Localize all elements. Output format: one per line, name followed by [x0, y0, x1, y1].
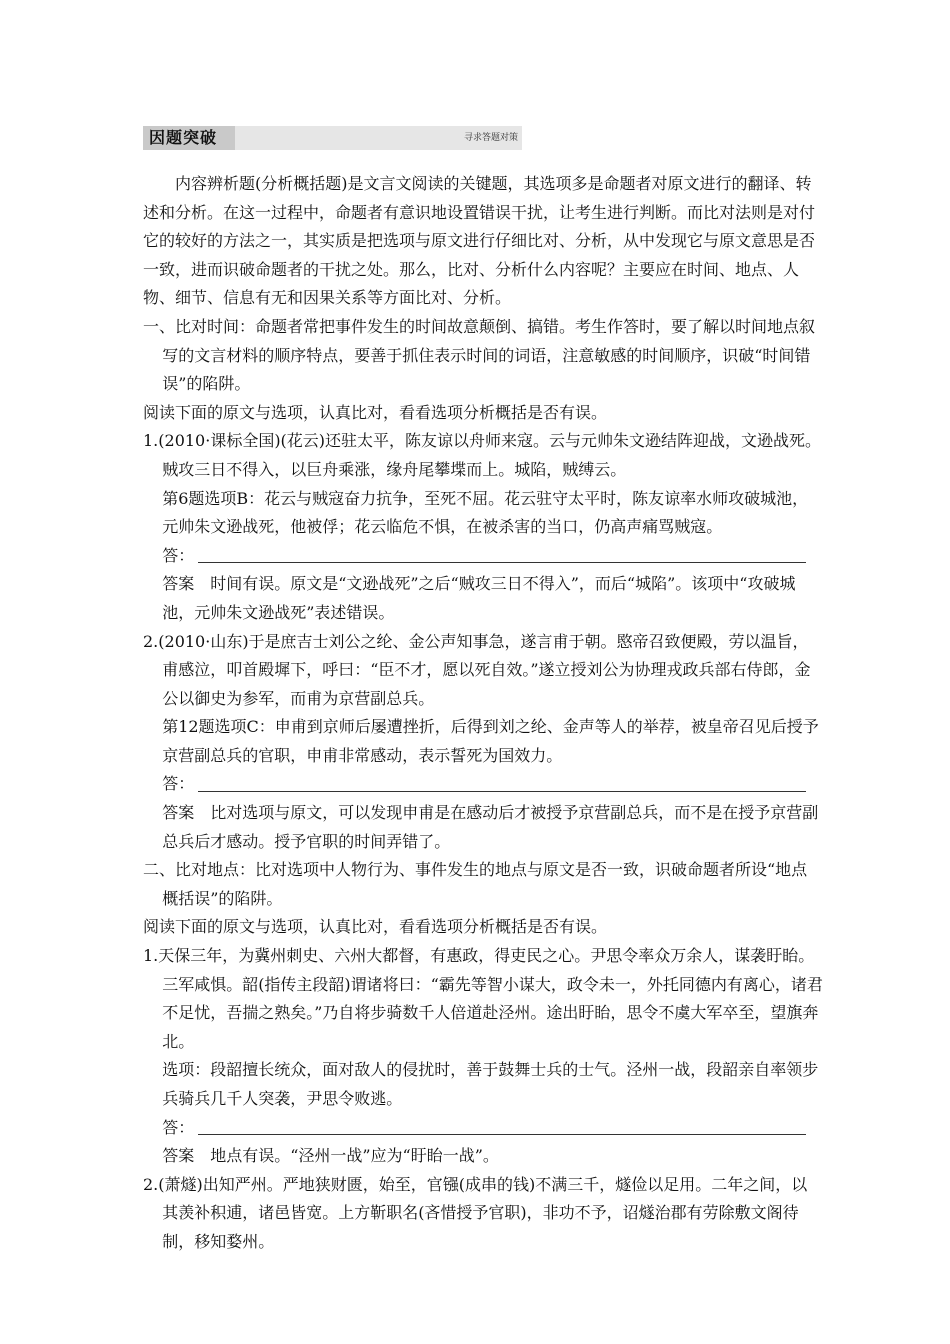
s2-item1-answer-blank[interactable]: [143, 1114, 823, 1143]
s1-item2-option: 第12题选项C：申甫到京师后屡遭挫折，后得到刘之纶、金声等人的举荐，被皇帝召见后授予京营副总兵的官职，申甫非常感动，表示誓死为国效力。: [162, 717, 819, 765]
s2-item2-text: 2.(萧燧)出知严州。严地狭财匮，始至，官镪(成串的钱)不满三千，燧俭以足用。二年之间，以其羡补积逋，诸邑皆宽。上方靳职名(吝惜授予官职)，非功不予，诏燧治郡有劳除敷文阁待制，移知婺州。: [143, 1174, 808, 1251]
banner-subtitle: 寻求答题对策: [463, 133, 518, 143]
section2-heading: 二、比对地点：比对选项中人物行为、事件发生的地点与原文是否一致，识破命题者所设“地点概括误”的陷阱。: [143, 860, 808, 908]
section1-heading: 一、比对时间：命题者常把事件发生的时间故意颠倒、搞错。考生作答时，要了解以时间地点叙写的文言材料的顺序特点，要善于抓住表示时间的词语，注意敏感的时间顺序，识破“时间错误”的陷阱。: [143, 316, 816, 394]
s1-item1-answer-blank[interactable]: [143, 542, 823, 571]
s1-item2-text: 2.(2010·山东)于是庶吉士刘公之纶、金公声知事急，遂言甫于朝。愍帝召致便殿，劳以温旨，甫感泣，叩首殿墀下，呼曰：“臣不才，愿以死自效。”遂立授刘公为协理戎政兵部右侍郎，金公以御史为参军，而甫为京营副总兵。: [143, 631, 811, 708]
document-body: [143, 170, 823, 1257]
s2-item1-text: 1.天保三年，为冀州刺史、六州大都督，有惠政，得吏民之心。尹思令率众万余人，谋袭盱眙。三军咸惧。韶(指传主段韶)谓诸将曰：“霸先等智小谋大，政令未一，外托同德内有离心，诸君不足忧，吾揣之熟矣。”乃自将步骑数千人倍道赴泾州。途出盱眙，思令不虞大军卒至，望旗奔北。: [143, 946, 823, 1051]
s1-item1-option: 第6题选项B：花云与贼寇奋力抗争，至死不屈。花云驻守太平时，陈友谅率水师攻破城池，元帅朱文逊战死，他被俘；花云临危不惧，在被杀害的当口，仍高声痛骂贼寇。: [162, 488, 809, 537]
section-banner: [143, 126, 522, 150]
s2-item1-option: 选项：段韶擅长统众，面对敌人的侵扰时，善于鼓舞士兵的士气。泾州一战，段韶亲自率领步兵骑兵几千人突袭，尹思令败逃。: [162, 1060, 819, 1108]
intro-paragraph: 内容辨析题(分析概括题)是文言文阅读的关键题，其选项多是命题者对原文进行的翻译、转述和分析。在这一过程中，命题者有意识地设置错误干扰，让考生进行判断。而比对法则是对付它的较好的方法之一，其实质是把选项与原文进行仔细比对、分析，从中发现它与原文意思是否一致，进而识破命题者的干扰之处。那么，比对、分析什么内容呢？主要应在时间、地点、人物、细节、信息有无和因果关系等方面比对、分析。: [143, 174, 816, 308]
s1-item1-answer: 答案 时间有误。原文是“文逊战死”之后“贼攻三日不得入”，而后“城陷”。该项中“攻破城池，元帅朱文逊战死”表述错误。: [162, 574, 796, 622]
s1-item1-text: 1.(2010·课标全国)(花云)还驻太平，陈友谅以舟师来寇。云与元帅朱文逊结阵迎战，文逊战死。贼攻三日不得入，以巨舟乘涨，缘舟尾攀堞而上。城陷，贼缚云。: [143, 431, 822, 479]
banner-title: 因题突破: [143, 126, 235, 150]
section1-instruction: 阅读下面的原文与选项，认真比对，看看选项分析概括是否有误。: [143, 402, 608, 422]
section2-instruction: 阅读下面的原文与选项，认真比对，看看选项分析概括是否有误。: [143, 917, 608, 937]
s1-item2-answer: 答案 比对选项与原文，可以发现申甫是在感动后才被授予京营副总兵，而不是在授予京营副总兵后才感动。授予官职的时间弄错了。: [162, 803, 819, 851]
s2-item1-answer: 答案 地点有误。“泾州一战”应为“盱眙一战”。: [162, 1146, 499, 1166]
answer-rule: [198, 1116, 806, 1135]
answer-rule: [198, 544, 806, 563]
answer-rule: [198, 773, 806, 792]
answer-label: 答：: [162, 545, 195, 565]
s1-item2-answer-blank[interactable]: [143, 770, 823, 799]
answer-label: 答：: [162, 774, 195, 794]
answer-label: 答：: [162, 1117, 195, 1137]
